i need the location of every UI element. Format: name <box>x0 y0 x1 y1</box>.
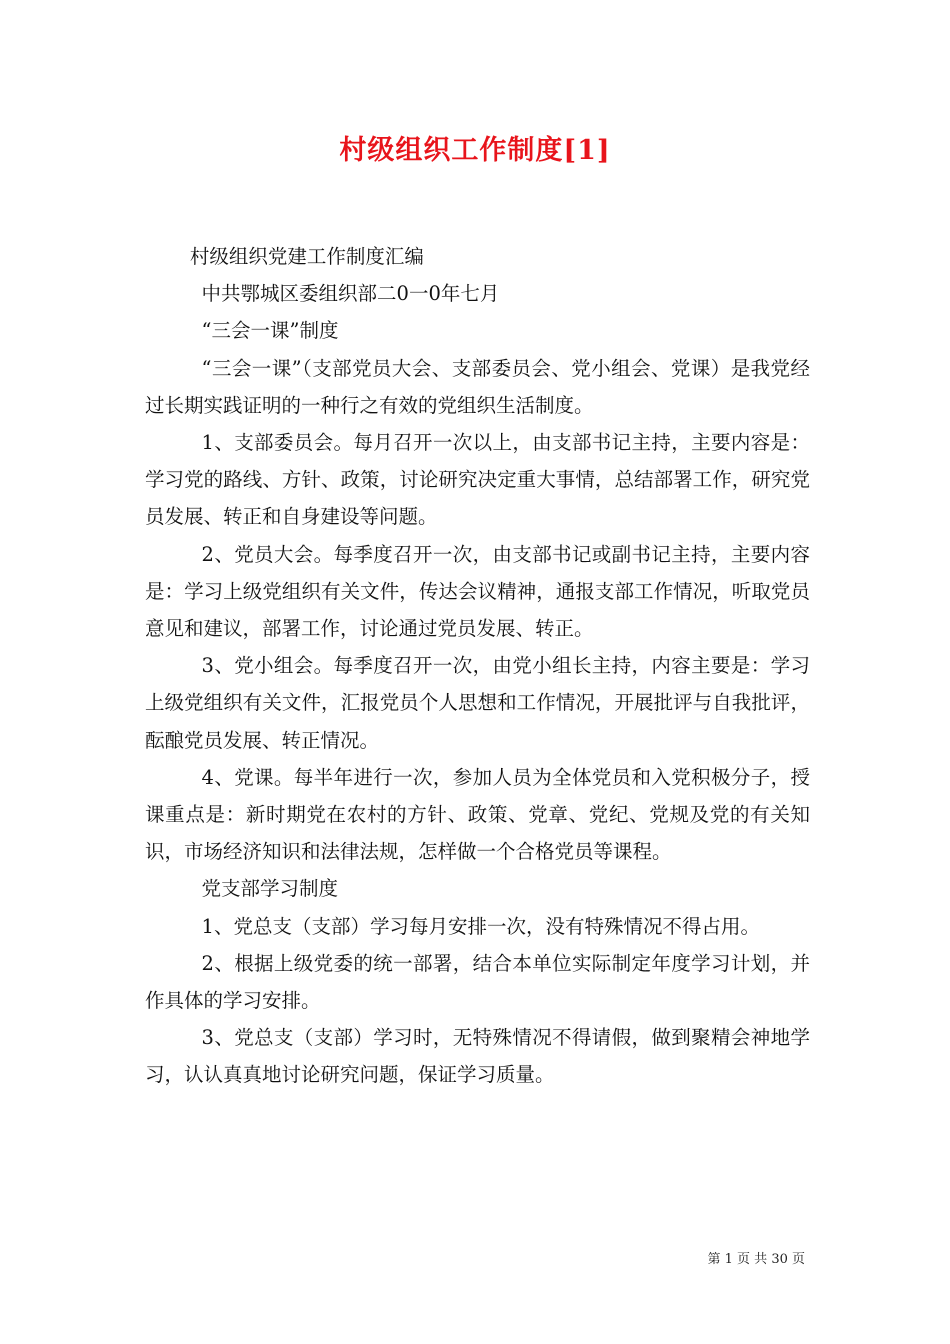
document-title: 村级组织工作制度[1] <box>339 135 611 166</box>
document-body <box>145 238 810 1094</box>
body-paragraph: 2、根据上级党委的统一部署，结合本单位实际制定年度学习计划，并作具体的学习安排。 <box>145 951 810 1013</box>
body-paragraph: “三会一课”制度 <box>201 319 339 343</box>
body-paragraph: 党支部学习制度 <box>201 877 339 901</box>
body-paragraph: 3、党总支（支部）学习时，无特殊情况不得请假，做到聚精会神地学习，认认真真地讨论研究问题，保证学习质量。 <box>145 1026 810 1087</box>
body-paragraph: 1、支部委员会。每月召开一次以上，由支部书记主持，主要内容是：学习党的路线、方针、政策，讨论研究决定重大事情，总结部署工作，研究党员发展、转正和自身建设等问题。 <box>145 431 810 529</box>
page-number-footer: 第 1 页 共 30 页 <box>707 1252 805 1267</box>
body-paragraph: 3、党小组会。每季度召开一次，由党小组长主持，内容主要是：学习上级党组织有关文件，汇报党员个人思想和工作情况，开展批评与自我批评，酝酿党员发展、转正情况。 <box>145 654 810 752</box>
body-paragraph: 2、党员大会。每季度召开一次，由支部书记或副书记主持，主要内容是：学习上级党组织有关文件，传达会议精神，通报支部工作情况，听取党员意见和建议，部署工作，讨论通过党员发展、转正。 <box>145 542 810 641</box>
body-paragraph: 4、党课。每半年进行一次，参加人员为全体党员和入党积极分子，授课重点是：新时期党在农村的方针、政策、党章、党纪、党规及党的有关知识，市场经济知识和法律法规，怎样做一个合格党员等课程。 <box>145 765 810 864</box>
body-paragraph: 村级组织党建工作制度汇编 <box>189 245 424 268</box>
body-paragraph: “三会一课”（支部党员大会、支部委员会、党小组会、党课）是我党经过长期实践证明的一种行之有效的党组织生活制度。 <box>145 356 810 417</box>
body-paragraph: 中共鄂城区委组织部二0一0年七月 <box>201 282 500 306</box>
body-paragraph: 1、党总支（支部）学习每月安排一次，没有特殊情况不得占用。 <box>201 914 760 938</box>
